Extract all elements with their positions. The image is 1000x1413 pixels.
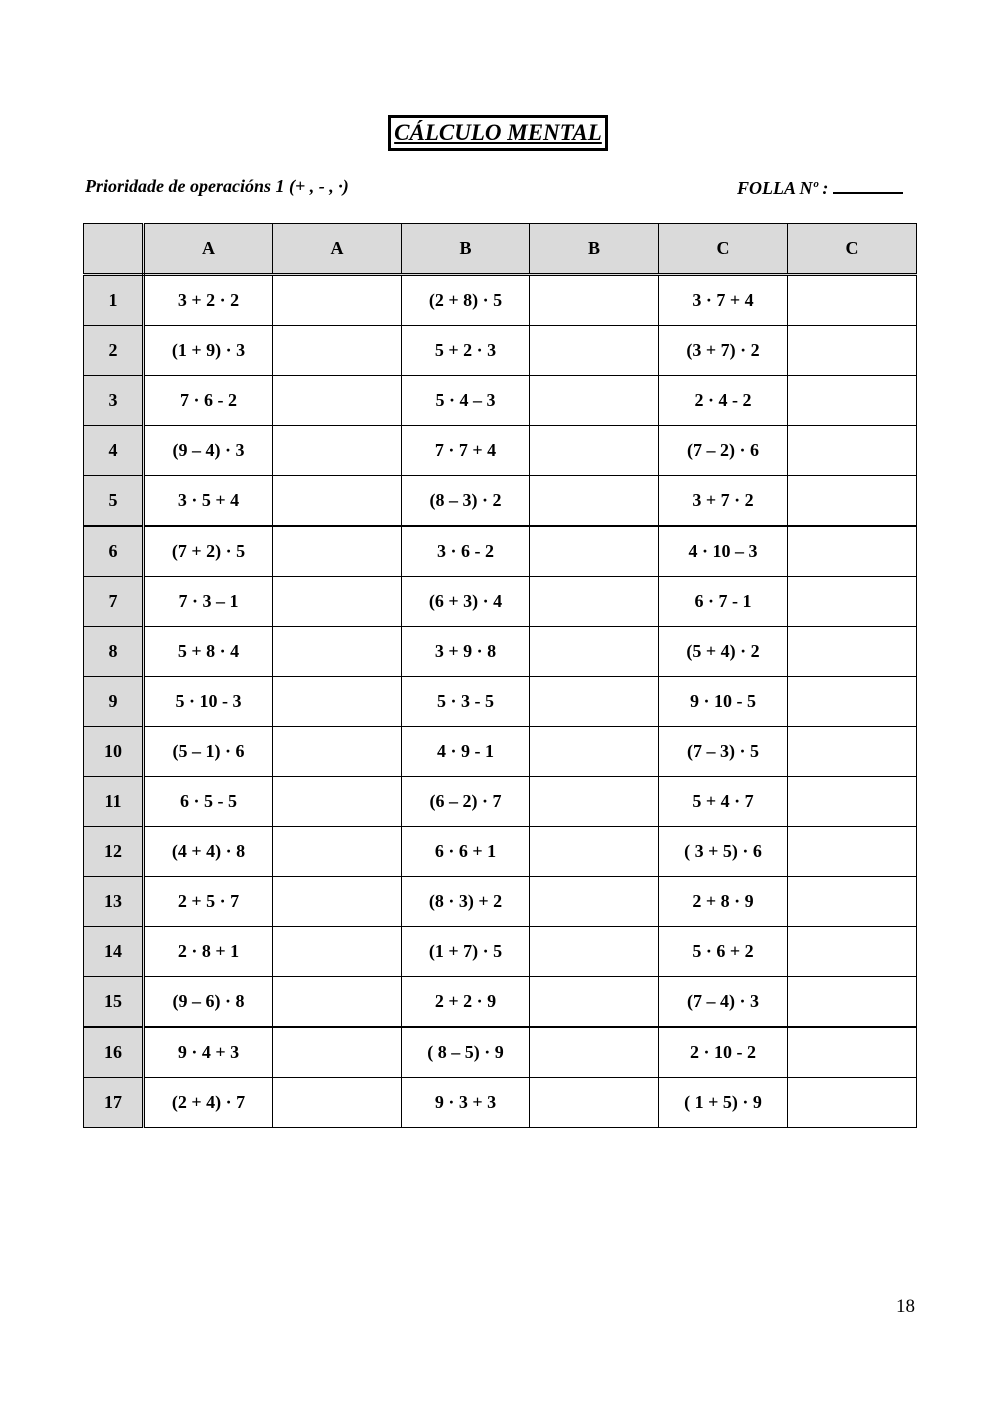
column-header: B [530,224,659,275]
answer-cell-a[interactable] [273,275,402,326]
answer-cell-c[interactable] [788,577,917,627]
row-number: 5 [84,476,144,527]
answer-cell-a[interactable] [273,927,402,977]
expression-cell-a: (7 + 2) · 5 [144,526,273,577]
row-number: 10 [84,727,144,777]
row-number: 15 [84,977,144,1028]
answer-cell-a[interactable] [273,677,402,727]
answer-cell-c[interactable] [788,376,917,426]
answer-cell-c[interactable] [788,627,917,677]
expression-cell-b: ( 8 – 5) · 9 [402,1027,530,1078]
expression-cell-a: 3 · 5 + 4 [144,476,273,527]
answer-cell-c[interactable] [788,977,917,1028]
expression-cell-a: (9 – 6) · 8 [144,977,273,1028]
answer-cell-c[interactable] [788,827,917,877]
answer-cell-b[interactable] [530,827,659,877]
answer-cell-c[interactable] [788,927,917,977]
expression-cell-c: 2 · 4 - 2 [659,376,788,426]
expression-cell-b: 6 · 6 + 1 [402,827,530,877]
expression-cell-c: 4 · 10 – 3 [659,526,788,577]
expression-cell-b: 5 · 3 - 5 [402,677,530,727]
row-number: 17 [84,1078,144,1128]
expression-cell-b: 3 · 6 - 2 [402,526,530,577]
answer-cell-a[interactable] [273,1078,402,1128]
answer-cell-b[interactable] [530,777,659,827]
expression-cell-c: 5 · 6 + 2 [659,927,788,977]
table-row [84,426,917,476]
expression-cell-c: 2 + 8 · 9 [659,877,788,927]
expression-cell-a: 7 · 3 – 1 [144,577,273,627]
answer-cell-b[interactable] [530,877,659,927]
answer-cell-c[interactable] [788,426,917,476]
row-number: 1 [84,275,144,326]
answer-cell-b[interactable] [530,627,659,677]
expression-cell-c: (3 + 7) · 2 [659,326,788,376]
expression-cell-a: (4 + 4) · 8 [144,827,273,877]
answer-cell-a[interactable] [273,326,402,376]
answer-cell-b[interactable] [530,476,659,527]
row-number: 7 [84,577,144,627]
sheet-number-blank[interactable] [833,176,903,194]
answer-cell-a[interactable] [273,526,402,577]
row-number: 12 [84,827,144,877]
sheet-number-field [737,176,903,199]
expression-cell-a: 2 · 8 + 1 [144,927,273,977]
answer-cell-a[interactable] [273,476,402,527]
expression-cell-b: 9 · 3 + 3 [402,1078,530,1128]
expression-cell-b: 5 · 4 – 3 [402,376,530,426]
row-number: 16 [84,1027,144,1078]
column-header: C [659,224,788,275]
table-row [84,877,917,927]
row-number: 3 [84,376,144,426]
exercise-table [83,223,917,1128]
expression-cell-a: 5 · 10 - 3 [144,677,273,727]
row-number: 13 [84,877,144,927]
table-row [84,777,917,827]
column-header: A [144,224,273,275]
answer-cell-b[interactable] [530,577,659,627]
expression-cell-b: (6 + 3) · 4 [402,577,530,627]
header-corner-cell [84,224,144,275]
expression-cell-c: 3 · 7 + 4 [659,275,788,326]
answer-cell-c[interactable] [788,727,917,777]
expression-cell-c: (7 – 4) · 3 [659,977,788,1028]
answer-cell-a[interactable] [273,777,402,827]
expression-cell-c: 6 · 7 - 1 [659,577,788,627]
expression-cell-a: 2 + 5 · 7 [144,877,273,927]
answer-cell-b[interactable] [530,1027,659,1078]
answer-cell-a[interactable] [273,426,402,476]
answer-cell-b[interactable] [530,275,659,326]
table-row [84,526,917,577]
expression-cell-b: 7 · 7 + 4 [402,426,530,476]
answer-cell-c[interactable] [788,1027,917,1078]
expression-cell-c: ( 3 + 5) · 6 [659,827,788,877]
page-number: 18 [896,1296,915,1317]
column-header: A [273,224,402,275]
table-row [84,977,917,1028]
expression-cell-a: (2 + 4) · 7 [144,1078,273,1128]
table-row [84,326,917,376]
table-header-row [84,224,917,275]
expression-cell-a: 5 + 8 · 4 [144,627,273,677]
answer-cell-a[interactable] [273,727,402,777]
expression-cell-c: 5 + 4 · 7 [659,777,788,827]
row-number: 11 [84,777,144,827]
expression-cell-b: (8 · 3) + 2 [402,877,530,927]
expression-cell-a: (1 + 9) · 3 [144,326,273,376]
answer-cell-a[interactable] [273,627,402,677]
column-header: B [402,224,530,275]
row-number: 8 [84,627,144,677]
answer-cell-c[interactable] [788,275,917,326]
expression-cell-a: 9 · 4 + 3 [144,1027,273,1078]
answer-cell-a[interactable] [273,877,402,927]
answer-cell-c[interactable] [788,877,917,927]
expression-cell-c: ( 1 + 5) · 9 [659,1078,788,1128]
answer-cell-b[interactable] [530,326,659,376]
answer-cell-c[interactable] [788,326,917,376]
row-number: 14 [84,927,144,977]
row-number: 2 [84,326,144,376]
sheet-number-label: FOLLA Nº : [737,178,829,198]
worksheet-subtitle: Prioridade de operacións 1 (+ , - , ·) [85,176,349,196]
table-row [84,1027,917,1078]
answer-cell-c[interactable] [788,526,917,577]
expression-cell-a: 6 · 5 - 5 [144,777,273,827]
answer-cell-c[interactable] [788,677,917,727]
answer-cell-b[interactable] [530,526,659,577]
answer-cell-b[interactable] [530,677,659,727]
answer-cell-b[interactable] [530,426,659,476]
expression-cell-b: 2 + 2 · 9 [402,977,530,1028]
expression-cell-c: 3 + 7 · 2 [659,476,788,527]
table-row [84,476,917,527]
answer-cell-b[interactable] [530,727,659,777]
table-row [84,376,917,426]
expression-cell-c: (7 – 2) · 6 [659,426,788,476]
table-row [84,627,917,677]
expression-cell-b: 5 + 2 · 3 [402,326,530,376]
expression-cell-b: (2 + 8) · 5 [402,275,530,326]
expression-cell-c: 2 · 10 - 2 [659,1027,788,1078]
table-row [84,275,917,326]
answer-cell-c[interactable] [788,476,917,527]
table-row [84,827,917,877]
table-body [84,275,917,1128]
expression-cell-a: 7 · 6 - 2 [144,376,273,426]
column-header: C [788,224,917,275]
expression-cell-b: 3 + 9 · 8 [402,627,530,677]
answer-cell-a[interactable] [273,977,402,1028]
expression-cell-b: (8 – 3) · 2 [402,476,530,527]
expression-cell-a: (5 – 1) · 6 [144,727,273,777]
answer-cell-b[interactable] [530,376,659,426]
expression-cell-c: (7 – 3) · 5 [659,727,788,777]
answer-cell-a[interactable] [273,1027,402,1078]
table-row [84,677,917,727]
row-number: 4 [84,426,144,476]
expression-cell-a: (9 – 4) · 3 [144,426,273,476]
expression-cell-b: 4 · 9 - 1 [402,727,530,777]
answer-cell-b[interactable] [530,927,659,977]
answer-cell-a[interactable] [273,577,402,627]
table-row [84,927,917,977]
row-number: 6 [84,526,144,577]
answer-cell-a[interactable] [273,827,402,877]
expression-cell-c: 9 · 10 - 5 [659,677,788,727]
page-title: CÁLCULO MENTAL [388,115,608,151]
answer-cell-b[interactable] [530,977,659,1028]
answer-cell-c[interactable] [788,1078,917,1128]
table-row [84,727,917,777]
row-number: 9 [84,677,144,727]
expression-cell-a: 3 + 2 · 2 [144,275,273,326]
table-row [84,1078,917,1128]
answer-cell-c[interactable] [788,777,917,827]
expression-cell-c: (5 + 4) · 2 [659,627,788,677]
expression-cell-b: (1 + 7) · 5 [402,927,530,977]
answer-cell-b[interactable] [530,1078,659,1128]
answer-cell-a[interactable] [273,376,402,426]
table-row [84,577,917,627]
expression-cell-b: (6 – 2) · 7 [402,777,530,827]
